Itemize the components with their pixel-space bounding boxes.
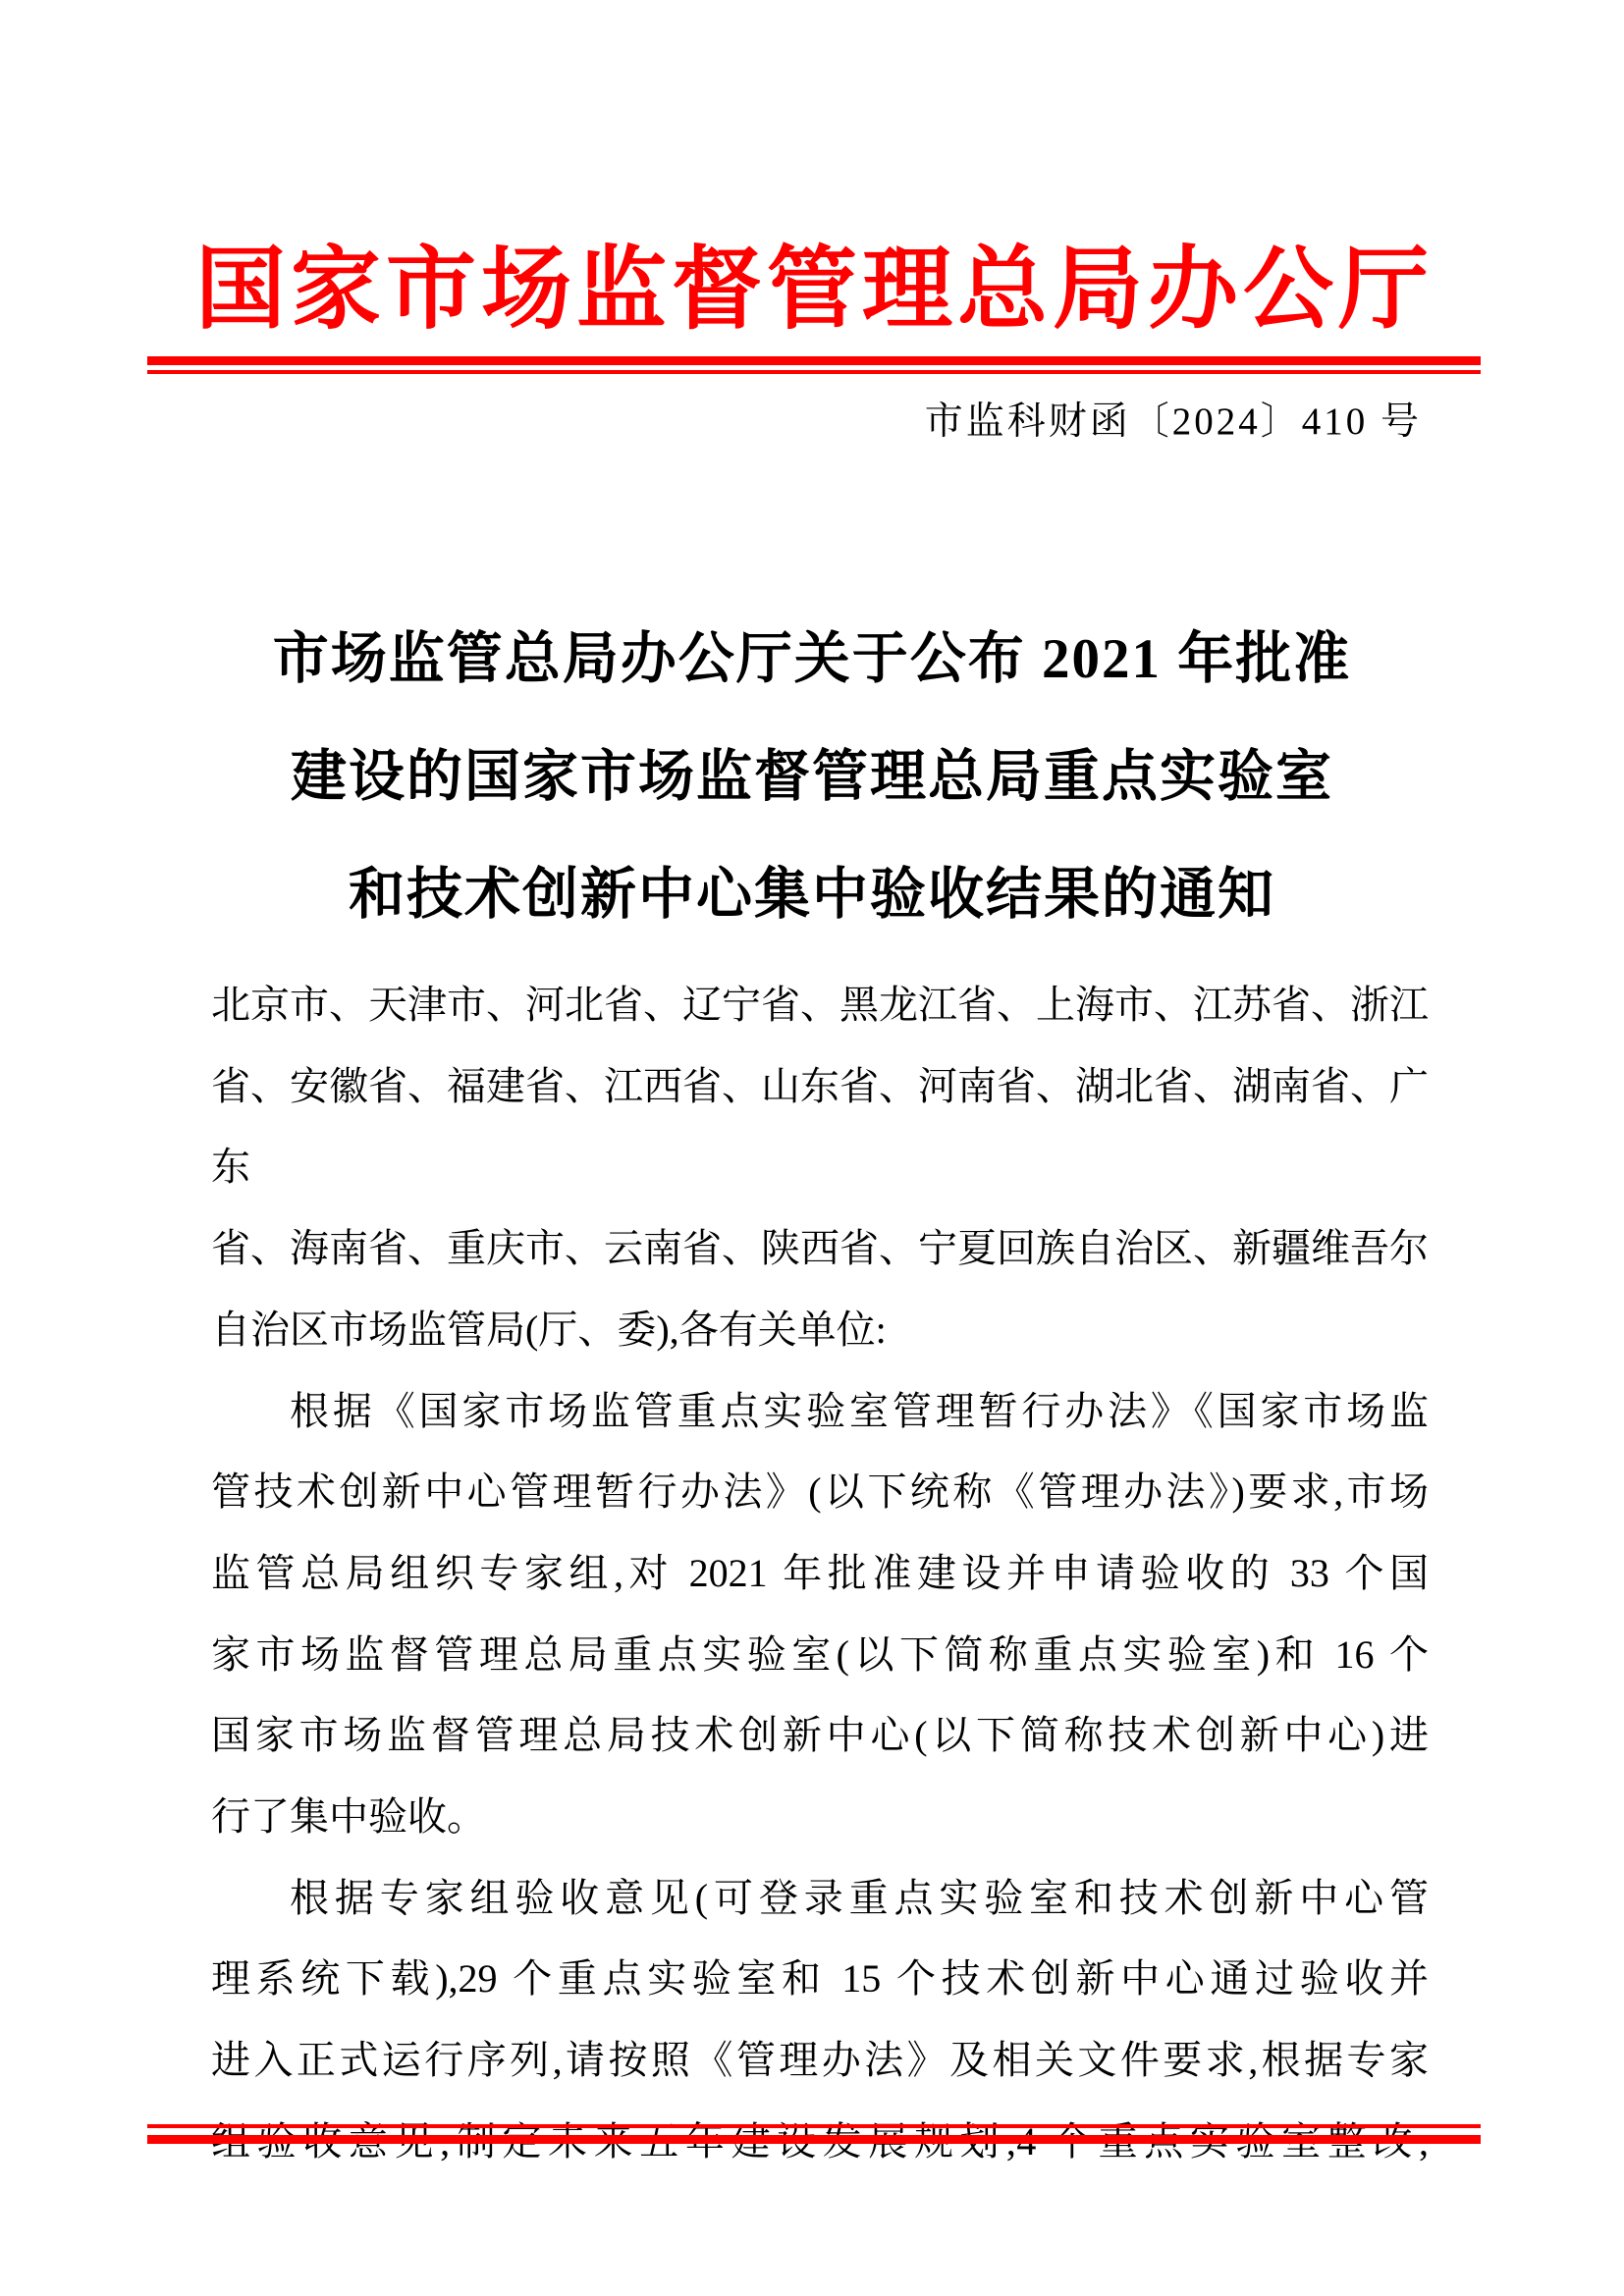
body-line: 自治区市场监管局(厅、委),各有关单位:: [211, 1307, 887, 1352]
body-line: 省、海南省、重庆市、云南省、陕西省、宁夏回族自治区、新疆维吾尔: [211, 1226, 1429, 1271]
body-line: 理系统下载),29 个重点实验室和 15 个技术创新中心通过验收并: [211, 1956, 1429, 2002]
header-rule-thick: [147, 356, 1481, 365]
body-line: 家市场监督管理总局重点实验室(以下简称重点实验室)和 16 个: [211, 1631, 1429, 1677]
document-title-line: 市场监管总局办公厅关于公布 2021 年批准: [272, 628, 1352, 690]
body-line: 北京市、天津市、河北省、辽宁省、黑龙江省、上海市、江苏省、浙江: [211, 983, 1429, 1027]
document-title: [0, 601, 1624, 954]
body-line: 国家市场监督管理总局技术创新中心(以下简称技术创新中心)进: [211, 1713, 1429, 1758]
body-line: 省、安徽省、福建省、江西省、山东省、河南省、湖北省、湖南省、广东: [211, 1063, 1429, 1190]
header-rule-thin: [147, 370, 1481, 374]
footer-rule-thick: [147, 2135, 1481, 2144]
body-line: 进入正式运行序列,请按照《管理办法》及相关文件要求,根据专家: [211, 2038, 1429, 2083]
document-title-line: 和技术创新中心集中验收结果的通知: [349, 864, 1275, 926]
body-line: 监管总局组织专家组,对 2021 年批准建设并申请验收的 33 个国: [211, 1550, 1429, 1595]
body-line: 管技术创新中心管理暂行办法》(以下统称《管理办法》)要求,市场: [211, 1469, 1429, 1515]
document-title-line: 建设的国家市场监督管理总局重点实验室: [291, 746, 1333, 808]
document-number: 市监科财函〔2024〕410 号: [924, 400, 1422, 443]
agency-header: 国家市场监督管理总局办公厅: [194, 240, 1434, 340]
body-line: 根据《国家市场监管重点实验室管理暂行办法》《国家市场监: [290, 1388, 1429, 1433]
body-line: 行了集中验收。: [211, 1794, 486, 1840]
footer-rule-thin: [147, 2124, 1481, 2128]
body-line: 根据专家组验收意见(可登录重点实验室和技术创新中心管: [290, 1875, 1429, 1920]
document-body: [211, 965, 1429, 2183]
